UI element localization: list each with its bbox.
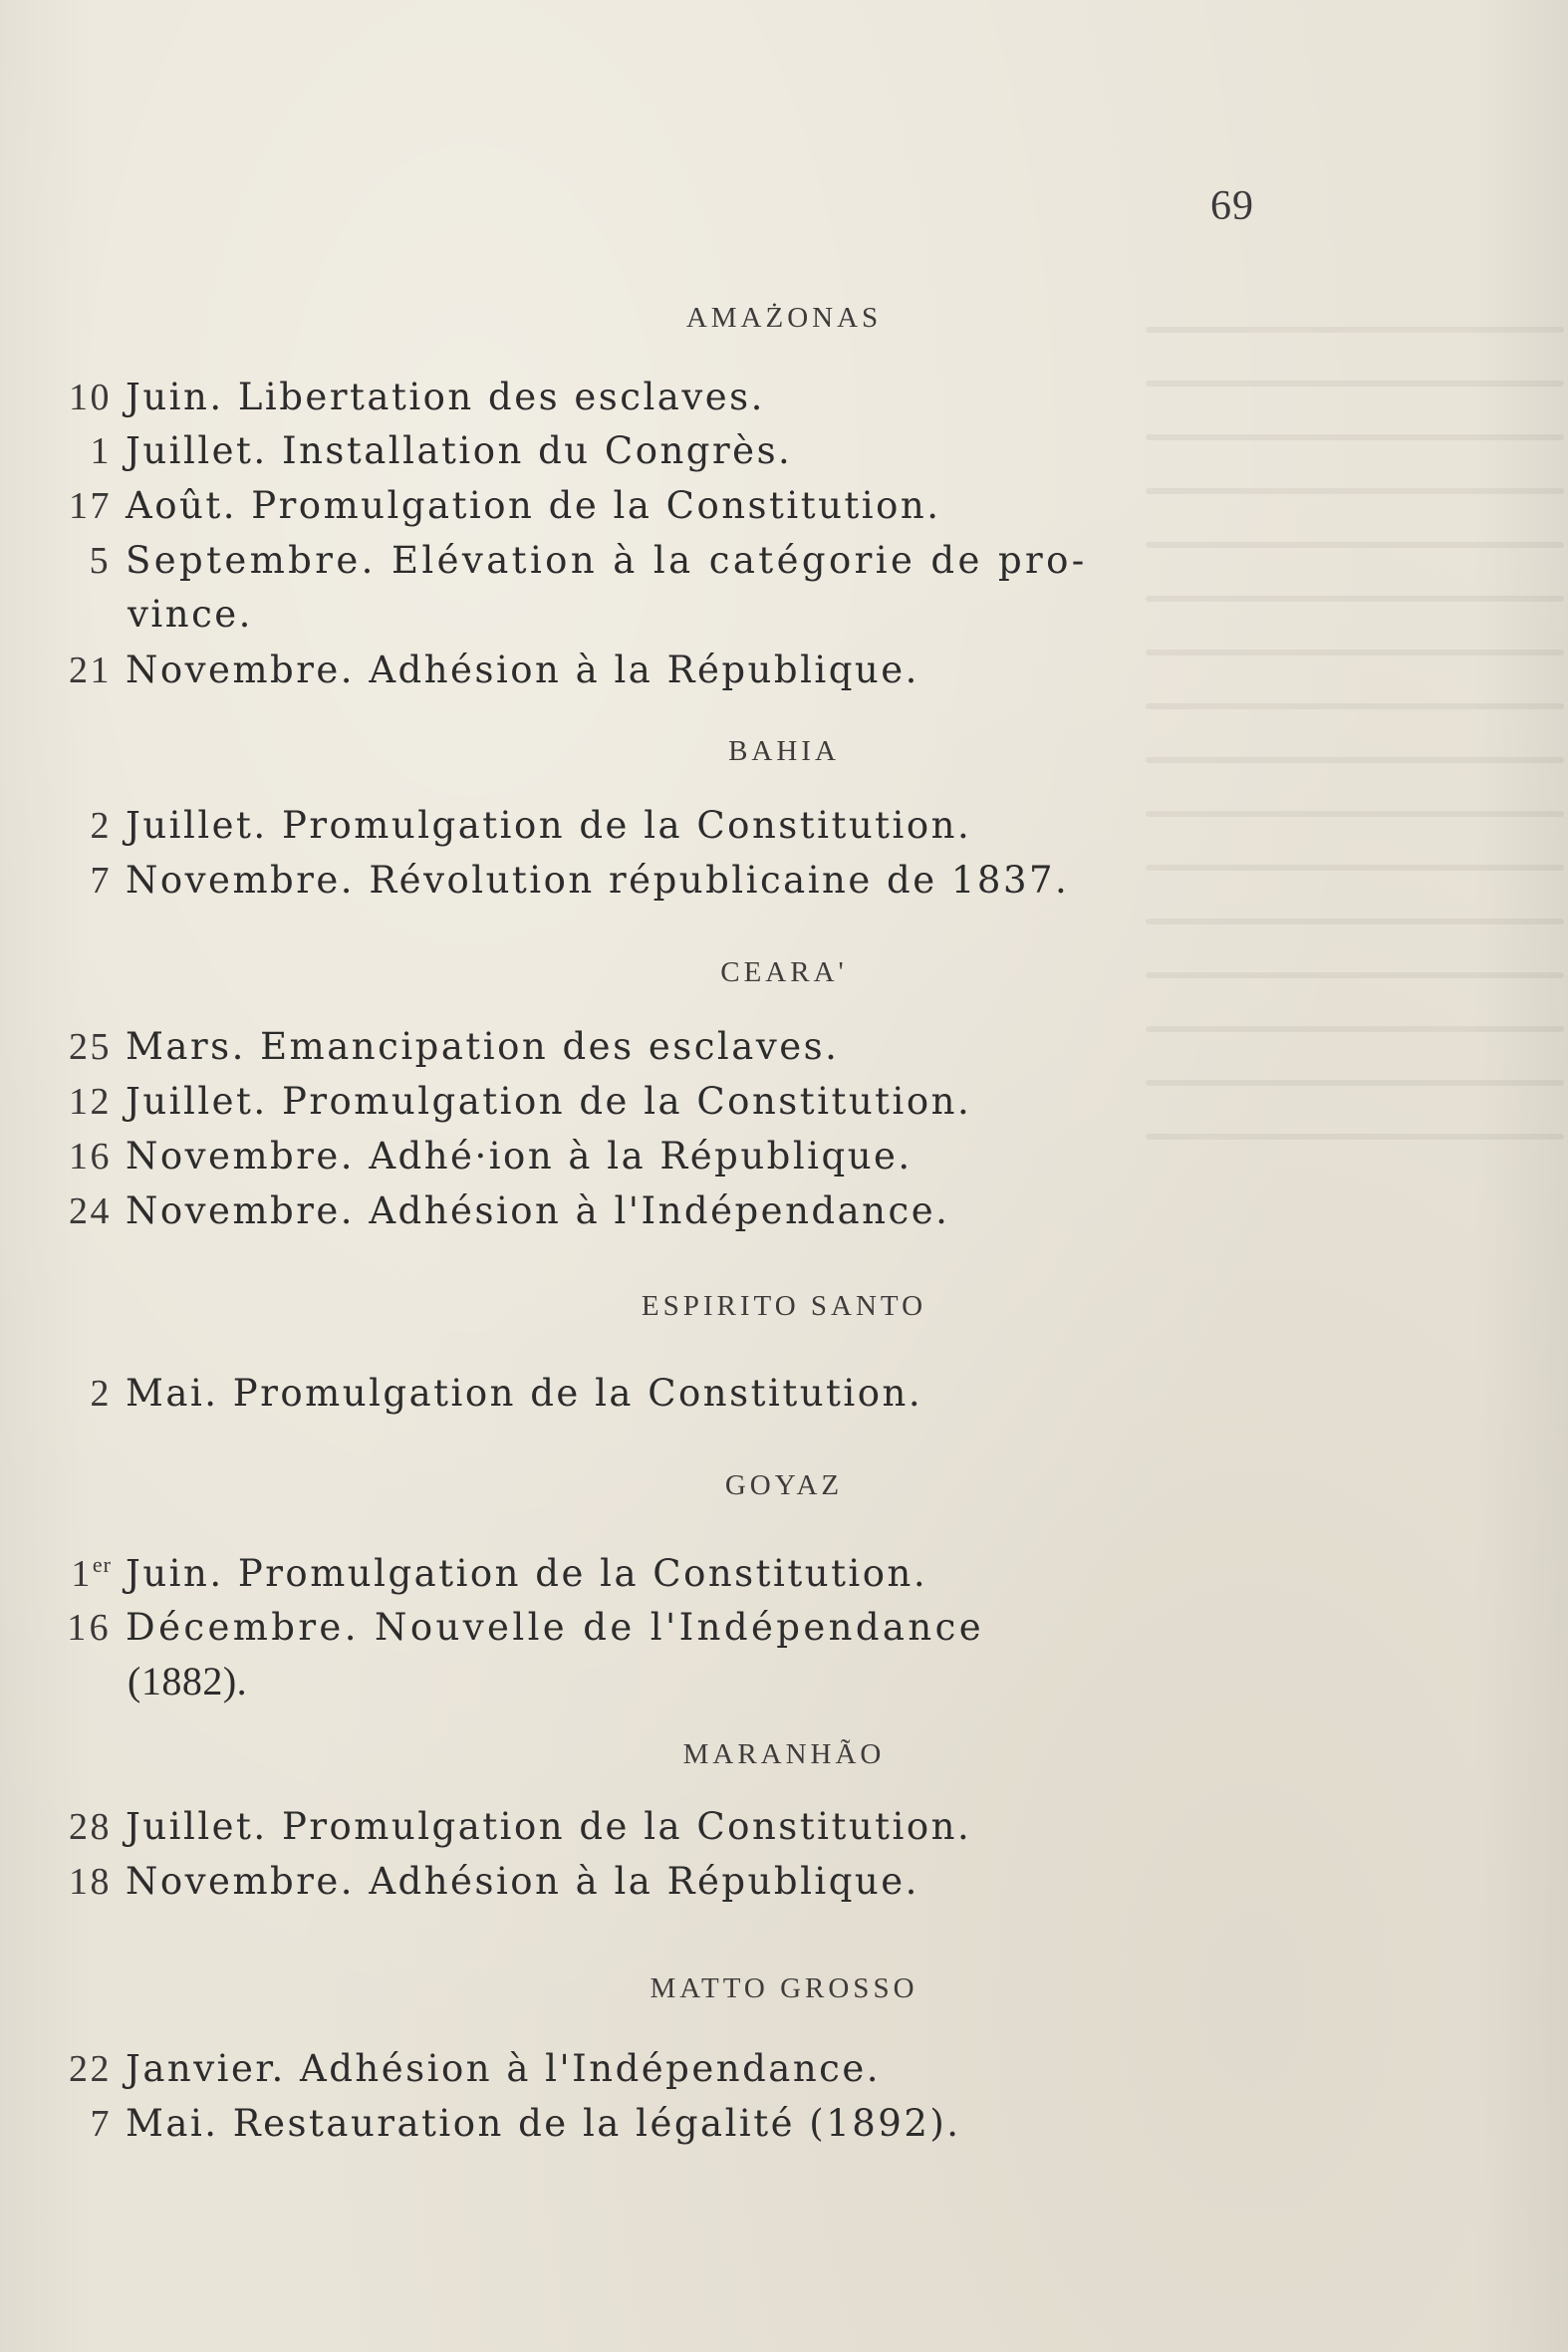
entry-text: Mai. Promulgation de la Constitution. — [126, 1372, 923, 1415]
entry-day: 25 — [69, 1026, 112, 1068]
entry-text: Novembre. Adhésion à la République. — [126, 649, 919, 691]
entry-line — [90, 429, 793, 472]
entry-day-number: 1 — [71, 1553, 93, 1595]
entry-text: Novembre. Adhé·ion à la République. — [126, 1135, 913, 1177]
section-heading-amazonas: AMAŻONAS — [685, 302, 883, 334]
entry-day: 2 — [90, 1373, 112, 1415]
entry-line — [90, 859, 1070, 902]
entry-text: Décembre. Nouvelle de l'Indépendance — [126, 1606, 985, 1649]
entry-line — [90, 1372, 923, 1415]
entry-text: Juillet. Promulgation de la Constitution. — [126, 1080, 972, 1123]
entry-day: 18 — [69, 1861, 112, 1903]
entry-day: 24 — [69, 1190, 112, 1232]
entry-line — [90, 804, 972, 847]
entry-line — [69, 1189, 950, 1232]
entry-day: 16 — [69, 1136, 112, 1177]
entry-text: Août. Promulgation de la Constitution. — [126, 484, 941, 527]
section-heading-bahia: BAHIA — [728, 735, 840, 767]
entry-line — [69, 1080, 972, 1123]
entry-text: Juillet. Installation du Congrès. — [126, 429, 793, 472]
entry-line — [89, 539, 1088, 582]
entry-text: Juillet. Promulgation de la Constitution. — [126, 1805, 972, 1848]
entry-line — [69, 1805, 972, 1848]
entry-line — [69, 484, 941, 527]
entry-text: Juin. Libertation des esclaves. — [126, 376, 765, 418]
entry-line — [69, 1860, 919, 1903]
entry-text: Juin. Promulgation de la Constitution. — [126, 1552, 928, 1595]
entry-day: 2 — [90, 805, 112, 847]
entry-day: 7 — [90, 2103, 112, 2145]
section-heading-espirito-santo: ESPIRITO SANTO — [641, 1290, 927, 1322]
show-through-texture — [1146, 279, 1564, 1723]
entry-line — [90, 2102, 961, 2145]
entry-text: Novembre. Révolution républicaine de 1837. — [126, 859, 1070, 902]
entry-day: 17 — [69, 485, 112, 527]
entry-day: 5 — [89, 540, 112, 582]
entry-text: Mars. Emancipation des esclaves. — [126, 1025, 840, 1068]
entry-continuation: vince. — [128, 593, 253, 636]
entry-day — [0, 1554, 126, 1593]
page-number: 69 — [1210, 183, 1254, 229]
entry-day: 7 — [90, 860, 112, 902]
entry-line — [69, 649, 919, 691]
entry-day: 1 — [90, 430, 112, 472]
entry-day: 28 — [69, 1806, 112, 1848]
entry-text: Novembre. Adhésion à l'Indépendance. — [126, 1189, 950, 1232]
entry-text: Septembre. Elévation à la catégorie de pro- — [126, 539, 1088, 582]
entry-day: 12 — [69, 1081, 112, 1123]
entry-text: Mai. Restauration de la légalité (1892). — [126, 2102, 961, 2145]
entry-line — [69, 2047, 882, 2090]
entry-line — [69, 376, 765, 418]
entry-line — [67, 1606, 985, 1649]
entry-text: Juillet. Promulgation de la Constitution. — [126, 804, 972, 847]
entry-day: 22 — [69, 2048, 112, 2090]
ordinal-suffix: er — [92, 1552, 112, 1577]
entry-line — [69, 1025, 840, 1068]
section-heading-goyaz: GOYAZ — [724, 1469, 844, 1501]
section-heading-ceara: CEARA' — [720, 956, 848, 988]
entry-line — [71, 1552, 928, 1595]
entry-day: 21 — [69, 650, 112, 691]
entry-text: Janvier. Adhésion à l'Indépendance. — [126, 2047, 882, 2090]
section-heading-maranhao: MARANHÃO — [682, 1738, 886, 1770]
entry-day: 16 — [67, 1607, 112, 1649]
entry-continuation: (1882). — [128, 1659, 248, 1703]
entry-text: Novembre. Adhésion à la République. — [126, 1860, 919, 1903]
entry-line — [69, 1135, 913, 1177]
entry-day: 10 — [69, 377, 112, 418]
section-heading-matto-grosso: MATTO GROSSO — [650, 1972, 918, 2004]
